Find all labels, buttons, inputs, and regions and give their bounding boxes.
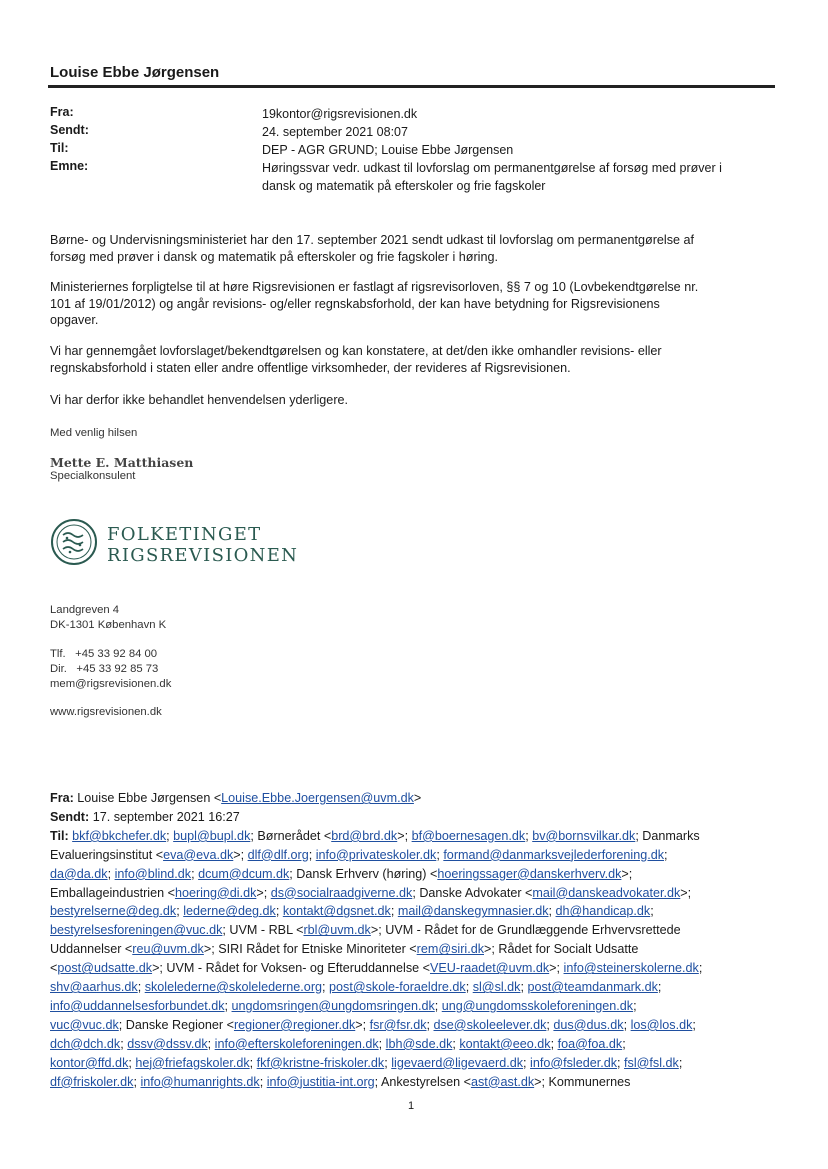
body-paragraph-4: Vi har derfor ikke behandlet henvendelsen yderligere. bbox=[50, 393, 349, 407]
subject-line-1: Høringssvar vedr. udkast til lovforslag om permanentgørelse af forsøg med prøver i bbox=[262, 161, 722, 175]
recipient-text: ; bbox=[207, 1036, 215, 1051]
recipient-text: ; bbox=[623, 1017, 631, 1032]
recipient-text: < bbox=[50, 961, 58, 976]
recipient-text: ; bbox=[249, 1055, 257, 1070]
text-line: Børne- og Undervisningsministeriet har den 17. september 2021 sendt udkast til lovforslag om permanentgørelse af bbox=[50, 233, 695, 247]
recipient-email-link[interactable]: bestyrelsesforeningen@vuc.dk bbox=[50, 923, 223, 938]
forward-from-name: Louise Ebbe Jørgensen < bbox=[77, 791, 222, 805]
recipient-email-link[interactable]: bkf@bkchefer.dk bbox=[72, 828, 167, 843]
recipients-line bbox=[50, 921, 778, 940]
sent-value: 24. september 2021 08:07 bbox=[262, 125, 408, 139]
recipient-email-link[interactable]: dh@handicap.dk bbox=[555, 904, 651, 919]
from-value: 19kontor@rigsrevisionen.dk bbox=[262, 107, 418, 121]
recipient-text: ; bbox=[133, 1074, 141, 1089]
recipient-email-link[interactable]: fsl@fsl.dk bbox=[624, 1055, 679, 1070]
recipients-line bbox=[50, 1054, 778, 1073]
recipient-text: ; Børnerådet < bbox=[250, 828, 332, 843]
recipient-email-link[interactable]: formand@danmarksvejlederforening.dk bbox=[443, 847, 665, 862]
recipient-email-link[interactable]: ast@ast.dk bbox=[470, 1074, 535, 1089]
recipient-text: >; bbox=[397, 828, 412, 843]
recipient-text: ; UVM - RBL < bbox=[222, 923, 304, 938]
recipient-email-link[interactable]: skolelederne@skolelederne.org bbox=[144, 980, 323, 995]
logo-line-1: FOLKETINGET bbox=[107, 524, 262, 545]
to-label: Til: bbox=[50, 141, 69, 155]
recipient-text: ; bbox=[166, 828, 174, 843]
recipient-text: ; bbox=[107, 866, 115, 881]
recipient-email-link[interactable]: dse@skoleelever.dk bbox=[433, 1017, 547, 1032]
text-line: Vi har gennemgået lovforslaget/bekendtgørelsen og kan konstatere, at det/den ikke omhandler revisions- eller bbox=[50, 344, 662, 358]
recipient-text: ; bbox=[664, 847, 668, 862]
recipient-text: >; SIRI Rådet for Etniske Minoriteter < bbox=[203, 942, 417, 957]
forward-from-label: Fra: bbox=[50, 791, 74, 805]
forward-recipients bbox=[50, 827, 778, 1092]
recipient-text: ; bbox=[384, 1055, 392, 1070]
forward-from-line bbox=[50, 789, 778, 808]
recipient-email-link[interactable]: ds@socialraadgiverne.dk bbox=[270, 885, 413, 900]
recipient-email-link[interactable]: post@teamdanmark.dk bbox=[527, 980, 658, 995]
body-paragraph-1 bbox=[50, 232, 770, 265]
recipient-email-link[interactable]: info@steinerskolerne.dk bbox=[563, 961, 699, 976]
from-label: Fra: bbox=[50, 105, 74, 119]
to-value: DEP - AGR GRUND; Louise Ebbe Jørgensen bbox=[262, 143, 514, 157]
seal-icon bbox=[50, 518, 98, 566]
recipient-text: ; Ankestyrelsen < bbox=[374, 1074, 471, 1089]
forward-sent-value: 17. september 2021 16:27 bbox=[92, 809, 240, 824]
recipient-text: ; Danske Regioner < bbox=[118, 1017, 234, 1032]
body-paragraph-3 bbox=[50, 343, 770, 376]
recipient-text: Emballageindustrien < bbox=[50, 885, 175, 900]
recipient-text: ; bbox=[191, 866, 199, 881]
recipient-text: ; bbox=[678, 1055, 683, 1070]
forward-sent-line bbox=[50, 808, 778, 827]
recipient-text: >; bbox=[621, 866, 633, 881]
subject-label: Emne: bbox=[50, 159, 89, 173]
recipient-text: >; bbox=[233, 847, 248, 862]
recipient-email-link[interactable]: bf@boernesagen.dk bbox=[411, 828, 526, 843]
recipient-email-link[interactable]: ungdomsringen@ungdomsringen.dk bbox=[231, 998, 435, 1013]
subject-value bbox=[262, 159, 782, 195]
recipient-email-link[interactable]: los@los.dk bbox=[630, 1017, 693, 1032]
recipient-text: >; bbox=[256, 885, 271, 900]
recipient-text: ; bbox=[120, 1036, 128, 1051]
text-line: regnskabsforhold i staten eller andre offentlige virksomheder, der revideres af Rigsrevisionen. bbox=[50, 360, 571, 375]
recipients-line bbox=[50, 1073, 778, 1092]
recipients-line bbox=[50, 959, 778, 978]
signatory-title: Specialkonsulent bbox=[50, 470, 136, 482]
recipient-text: ; bbox=[525, 828, 533, 843]
recipient-email-link[interactable]: kontakt@dgsnet.dk bbox=[282, 904, 391, 919]
recipients-line bbox=[50, 940, 778, 959]
recipient-email-link[interactable]: sl@sl.dk bbox=[472, 980, 521, 995]
recipient-text: Evalueringsinstitut < bbox=[50, 847, 164, 862]
recipient-email-link[interactable]: lbh@sde.dk bbox=[385, 1036, 453, 1051]
recipient-text: ; bbox=[322, 980, 330, 995]
recipient-text: ; bbox=[426, 1017, 434, 1032]
recipient-email-link[interactable]: dssv@dssv.dk bbox=[127, 1036, 208, 1051]
forward-sent-label: Sendt: bbox=[50, 809, 90, 824]
recipient-text: ; bbox=[692, 1017, 696, 1032]
recipient-text: ; bbox=[633, 998, 637, 1013]
body-paragraph-2 bbox=[50, 279, 770, 329]
recipient-email-link[interactable]: ung@ungdomsskoleforeningen.dk bbox=[441, 998, 634, 1013]
recipient-text: ; bbox=[434, 998, 442, 1013]
recipient-email-link[interactable]: da@da.dk bbox=[50, 866, 108, 881]
recipient-text: ; bbox=[224, 998, 232, 1013]
recipient-email-link[interactable]: mail@danskeadvokater.dk bbox=[532, 885, 681, 900]
recipient-email-link[interactable]: info@privateskoler.dk bbox=[315, 847, 437, 862]
recipient-email-link[interactable]: foa@foa.dk bbox=[557, 1036, 623, 1051]
recipient-text: ; bbox=[617, 1055, 625, 1070]
recipient-email-link[interactable]: vuc@vuc.dk bbox=[50, 1017, 119, 1032]
recipient-text: ; bbox=[650, 904, 654, 919]
recipients-line bbox=[50, 846, 778, 865]
sent-label: Sendt: bbox=[50, 123, 89, 137]
address-line-2: DK-1301 København K bbox=[50, 619, 167, 631]
recipient-text: ; bbox=[520, 980, 528, 995]
recipient-email-link[interactable]: rem@siri.dk bbox=[416, 942, 484, 957]
direct-phone-line: Dir. +45 33 92 85 73 bbox=[50, 663, 159, 675]
recipient-email-link[interactable]: bupl@bupl.dk bbox=[173, 828, 251, 843]
recipient-text: ; bbox=[546, 1017, 554, 1032]
recipient-text: ; Dansk Erhverv (høring) < bbox=[289, 866, 438, 881]
forward-header bbox=[50, 789, 778, 1092]
recipient-text: ; bbox=[622, 1036, 626, 1051]
website-link[interactable]: www.rigsrevisionen.dk bbox=[50, 706, 162, 718]
logo-text bbox=[107, 524, 298, 566]
recipient-email-link[interactable]: bestyrelserne@deg.dk bbox=[50, 904, 177, 919]
recipient-text: ; bbox=[378, 1036, 386, 1051]
recipient-email-link[interactable]: kontor@ffd.dk bbox=[50, 1055, 129, 1070]
text-line: Ministeriernes forpligtelse til at høre Rigsrevisionen er fastlagt af rigsrevisorloven, §§ 7 og 10 (Lovbekendtgørelse nr. bbox=[50, 280, 699, 294]
folketinget-rigsrevisionen-logo bbox=[50, 518, 299, 571]
recipient-email-link[interactable]: post@skole-foraeldre.dk bbox=[329, 980, 466, 995]
recipients-line bbox=[50, 1035, 778, 1054]
recipient-email-link[interactable]: regioner@regioner.dk bbox=[233, 1017, 356, 1032]
recipient-text: ; bbox=[698, 961, 703, 976]
recipient-text: ; Danmarks bbox=[635, 828, 700, 843]
recipient-text: >; UVM - Rådet for Voksen- og Efteruddannelse < bbox=[152, 961, 430, 976]
recipients-line bbox=[50, 978, 778, 997]
recipient-email-link[interactable]: dus@dus.dk bbox=[553, 1017, 624, 1032]
recipient-email-link[interactable]: brd@brd.dk bbox=[331, 828, 398, 843]
recipient-text: ; bbox=[550, 1036, 558, 1051]
logo-line-2: RIGSREVISIONEN bbox=[107, 545, 299, 566]
recipient-text: ; bbox=[137, 980, 145, 995]
recipient-email-link[interactable]: info@uddannelsesforbundet.dk bbox=[50, 998, 225, 1013]
recipient-email-link[interactable]: kontakt@eeo.dk bbox=[459, 1036, 551, 1051]
recipient-text: ; bbox=[176, 904, 184, 919]
recipient-text: ; bbox=[128, 1055, 136, 1070]
recipient-text: ; bbox=[548, 904, 556, 919]
header-rule bbox=[48, 85, 775, 88]
text-line: opgaver. bbox=[50, 313, 99, 327]
recipients-line bbox=[50, 997, 778, 1016]
recipient-email-link[interactable]: dch@dch.dk bbox=[50, 1036, 121, 1051]
recipient-text: >; Kommunernes bbox=[534, 1074, 631, 1089]
recipients-line bbox=[50, 902, 778, 921]
recipients-line bbox=[50, 865, 778, 884]
recipient-text: ; Danske Advokater < bbox=[412, 885, 533, 900]
signature-email: mem@rigsrevisionen.dk bbox=[50, 678, 172, 690]
recipients-line bbox=[50, 1016, 778, 1035]
recipient-text: >; bbox=[549, 961, 564, 976]
forward-to-label: Til: bbox=[50, 828, 73, 843]
recipient-email-link[interactable]: hej@friefagskoler.dk bbox=[135, 1055, 250, 1070]
recipient-email-link[interactable]: info@efterskoleforeningen.dk bbox=[214, 1036, 379, 1051]
recipient-email-link[interactable]: info@justitia-int.org bbox=[266, 1074, 375, 1089]
recipient-email-link[interactable]: bv@bornsvilkar.dk bbox=[532, 828, 636, 843]
recipient-email-link[interactable]: fsr@fsr.dk bbox=[369, 1017, 427, 1032]
recipient-email-link[interactable]: dlf@dlf.org bbox=[247, 847, 309, 862]
recipient-text: ; bbox=[308, 847, 316, 862]
recipient-email-link[interactable]: hoeringssager@danskerhverv.dk bbox=[437, 866, 622, 881]
recipient-email-link[interactable]: fkf@kristne-friskoler.dk bbox=[256, 1055, 385, 1070]
recipient-email-link[interactable]: mail@danskegymnasier.dk bbox=[397, 904, 549, 919]
page-number: 1 bbox=[408, 1100, 415, 1112]
recipient-email-link[interactable]: eva@eva.dk bbox=[163, 847, 234, 862]
recipient-email-link[interactable]: df@friskoler.dk bbox=[50, 1074, 134, 1089]
recipient-text: >; bbox=[355, 1017, 370, 1032]
text-line: 101 af 19/01/2012) og angår revisions- og/eller regnskabsforhold, der kan have betydning for Rigsrevisionens bbox=[50, 296, 660, 311]
recipient-email-link[interactable]: hoering@di.dk bbox=[174, 885, 257, 900]
mailbox-owner-name: Louise Ebbe Jørgensen bbox=[50, 64, 220, 81]
recipient-email-link[interactable]: dcum@dcum.dk bbox=[198, 866, 290, 881]
recipient-text: >; bbox=[680, 885, 692, 900]
recipient-email-link[interactable]: shv@aarhus.dk bbox=[50, 980, 138, 995]
recipient-text: ; bbox=[259, 1074, 267, 1089]
recipient-text: ; bbox=[465, 980, 473, 995]
recipient-text: ; bbox=[657, 980, 662, 995]
subject-line-2: dansk og matematik på efterskoler og frie fagskoler bbox=[262, 179, 546, 193]
address-line-1: Landgreven 4 bbox=[50, 604, 120, 616]
forward-from-email-link[interactable]: Louise.Ebbe.Joergensen@uvm.dk bbox=[221, 791, 414, 805]
recipient-email-link[interactable]: rbl@uvm.dk bbox=[303, 923, 371, 938]
recipients-line bbox=[50, 884, 778, 903]
greeting: Med venlig hilsen bbox=[50, 427, 138, 439]
recipient-text: ; bbox=[452, 1036, 460, 1051]
recipient-email-link[interactable]: ligevaerd@ligevaerd.dk bbox=[391, 1055, 524, 1070]
recipient-text: >; Rådet for Socialt Udsatte bbox=[484, 942, 639, 957]
recipient-text: Uddannelser < bbox=[50, 942, 133, 957]
text-line: forsøg med prøver i dansk og matematik på efterskoler og frie fagskoler i høring. bbox=[50, 249, 498, 264]
recipient-email-link[interactable]: VEU-raadet@uvm.dk bbox=[429, 961, 550, 976]
recipient-text: ; bbox=[436, 847, 444, 862]
forward-from-end: > bbox=[413, 791, 422, 805]
recipient-email-link[interactable]: info@humanrights.dk bbox=[140, 1074, 260, 1089]
recipient-email-link[interactable]: info@fsleder.dk bbox=[530, 1055, 618, 1070]
signatory-name: Mette E. Matthiasen bbox=[50, 455, 194, 470]
recipient-email-link[interactable]: info@blind.dk bbox=[114, 866, 192, 881]
recipient-text: ; bbox=[523, 1055, 531, 1070]
recipient-email-link[interactable]: reu@uvm.dk bbox=[132, 942, 204, 957]
phone-line: Tlf. +45 33 92 84 00 bbox=[50, 648, 158, 660]
recipient-text: ; bbox=[275, 904, 283, 919]
recipients-line bbox=[50, 827, 778, 846]
recipient-text: ; bbox=[390, 904, 398, 919]
recipient-text: >; UVM - Rådet for de Grundlæggende Erhvervsrettede bbox=[370, 923, 681, 938]
recipient-email-link[interactable]: post@udsatte.dk bbox=[57, 961, 153, 976]
recipient-email-link[interactable]: lederne@deg.dk bbox=[183, 904, 276, 919]
